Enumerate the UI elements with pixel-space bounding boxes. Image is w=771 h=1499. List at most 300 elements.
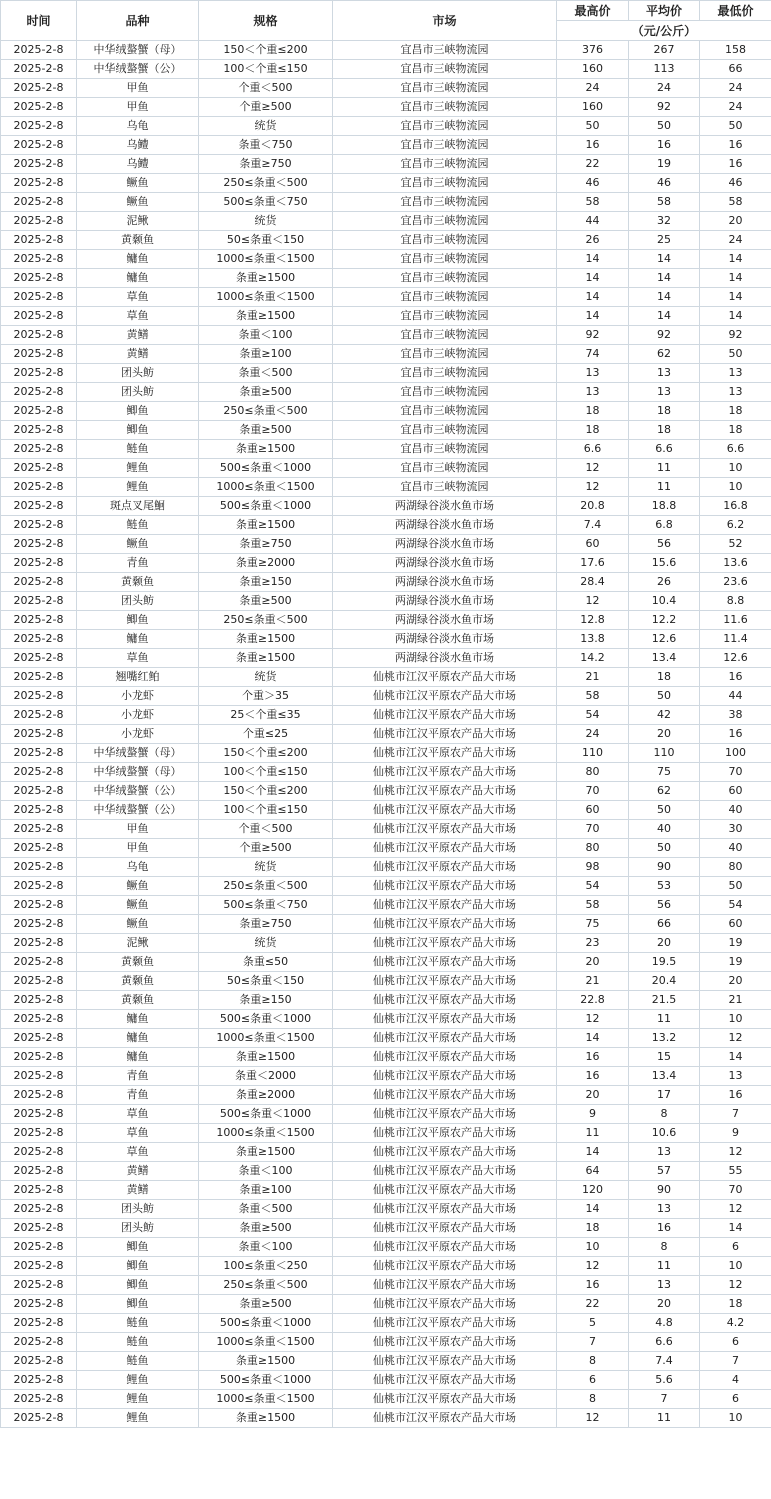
- cell-time: 2025-2-8: [1, 364, 77, 383]
- cell-market: 仙桃市江汉平原农产品大市场: [333, 706, 557, 725]
- cell-avg-price: 6.6: [629, 1333, 700, 1352]
- table-row: [1, 250, 771, 269]
- cell-max-price: 46: [557, 174, 629, 193]
- cell-min-price: 12: [700, 1029, 771, 1048]
- cell-spec: 500≤条重＜750: [199, 896, 333, 915]
- cell-time: 2025-2-8: [1, 706, 77, 725]
- cell-time: 2025-2-8: [1, 991, 77, 1010]
- cell-variety: 黄颡鱼: [77, 991, 199, 1010]
- cell-time: 2025-2-8: [1, 668, 77, 687]
- cell-time: 2025-2-8: [1, 1200, 77, 1219]
- table-row: [1, 1352, 771, 1371]
- cell-market: 宜昌市三峡物流园: [333, 231, 557, 250]
- table-row: [1, 1067, 771, 1086]
- cell-min-price: 8.8: [700, 592, 771, 611]
- cell-variety: 青鱼: [77, 1086, 199, 1105]
- cell-variety: 中华绒螯蟹（母）: [77, 744, 199, 763]
- table-row: [1, 744, 771, 763]
- cell-spec: 条重≥1500: [199, 440, 333, 459]
- cell-market: 宜昌市三峡物流园: [333, 459, 557, 478]
- cell-avg-price: 13.2: [629, 1029, 700, 1048]
- cell-min-price: 100: [700, 744, 771, 763]
- cell-variety: 甲鱼: [77, 79, 199, 98]
- cell-market: 仙桃市江汉平原农产品大市场: [333, 1333, 557, 1352]
- cell-spec: 条重≥100: [199, 1181, 333, 1200]
- cell-market: 宜昌市三峡物流园: [333, 326, 557, 345]
- cell-min-price: 58: [700, 193, 771, 212]
- cell-market: 仙桃市江汉平原农产品大市场: [333, 1390, 557, 1409]
- cell-avg-price: 56: [629, 535, 700, 554]
- cell-spec: 1000≤条重＜1500: [199, 288, 333, 307]
- cell-avg-price: 50: [629, 687, 700, 706]
- cell-market: 宜昌市三峡物流园: [333, 345, 557, 364]
- table-row: [1, 535, 771, 554]
- cell-min-price: 14: [700, 250, 771, 269]
- cell-spec: 个重≤25: [199, 725, 333, 744]
- cell-spec: 条重≥500: [199, 383, 333, 402]
- cell-avg-price: 90: [629, 858, 700, 877]
- cell-avg-price: 90: [629, 1181, 700, 1200]
- cell-time: 2025-2-8: [1, 573, 77, 592]
- cell-spec: 条重≥1500: [199, 516, 333, 535]
- cell-spec: 条重≥2000: [199, 554, 333, 573]
- cell-min-price: 70: [700, 1181, 771, 1200]
- cell-max-price: 6: [557, 1371, 629, 1390]
- cell-max-price: 58: [557, 687, 629, 706]
- cell-time: 2025-2-8: [1, 1067, 77, 1086]
- table-row: [1, 117, 771, 136]
- cell-avg-price: 267: [629, 41, 700, 60]
- cell-spec: 条重＜100: [199, 1162, 333, 1181]
- cell-variety: 甲鱼: [77, 98, 199, 117]
- cell-market: 仙桃市江汉平原农产品大市场: [333, 1352, 557, 1371]
- cell-spec: 条重≥750: [199, 155, 333, 174]
- cell-time: 2025-2-8: [1, 1257, 77, 1276]
- cell-time: 2025-2-8: [1, 250, 77, 269]
- cell-time: 2025-2-8: [1, 1390, 77, 1409]
- cell-variety: 团头鲂: [77, 383, 199, 402]
- cell-variety: 鳜鱼: [77, 535, 199, 554]
- cell-avg-price: 18: [629, 668, 700, 687]
- cell-spec: 250≤条重＜500: [199, 877, 333, 896]
- cell-spec: 条重≥2000: [199, 1086, 333, 1105]
- cell-max-price: 28.4: [557, 573, 629, 592]
- cell-time: 2025-2-8: [1, 1048, 77, 1067]
- cell-spec: 500≤条重＜1000: [199, 1010, 333, 1029]
- cell-spec: 250≤条重＜500: [199, 402, 333, 421]
- cell-min-price: 44: [700, 687, 771, 706]
- cell-market: 宜昌市三峡物流园: [333, 98, 557, 117]
- cell-spec: 50≤条重＜150: [199, 972, 333, 991]
- cell-variety: 鲫鱼: [77, 402, 199, 421]
- cell-time: 2025-2-8: [1, 193, 77, 212]
- cell-variety: 黄颡鱼: [77, 953, 199, 972]
- table-row: [1, 953, 771, 972]
- cell-avg-price: 10.6: [629, 1124, 700, 1143]
- cell-variety: 青鱼: [77, 1067, 199, 1086]
- cell-min-price: 14: [700, 288, 771, 307]
- cell-max-price: 12: [557, 1257, 629, 1276]
- cell-time: 2025-2-8: [1, 1010, 77, 1029]
- cell-avg-price: 13.4: [629, 649, 700, 668]
- cell-market: 仙桃市江汉平原农产品大市场: [333, 953, 557, 972]
- cell-min-price: 23.6: [700, 573, 771, 592]
- cell-min-price: 12.6: [700, 649, 771, 668]
- cell-max-price: 14: [557, 269, 629, 288]
- cell-avg-price: 7: [629, 1390, 700, 1409]
- cell-avg-price: 18: [629, 402, 700, 421]
- cell-avg-price: 10.4: [629, 592, 700, 611]
- cell-spec: 条重≤50: [199, 953, 333, 972]
- table-row: [1, 402, 771, 421]
- cell-spec: 统货: [199, 668, 333, 687]
- cell-time: 2025-2-8: [1, 459, 77, 478]
- cell-spec: 统货: [199, 117, 333, 136]
- table-row: [1, 326, 771, 345]
- cell-variety: 中华绒螯蟹（公）: [77, 801, 199, 820]
- cell-time: 2025-2-8: [1, 1352, 77, 1371]
- cell-max-price: 23: [557, 934, 629, 953]
- table-row: [1, 706, 771, 725]
- cell-max-price: 7: [557, 1333, 629, 1352]
- cell-spec: 个重＜500: [199, 79, 333, 98]
- cell-time: 2025-2-8: [1, 535, 77, 554]
- cell-min-price: 30: [700, 820, 771, 839]
- cell-variety: 黄鳝: [77, 345, 199, 364]
- cell-variety: 鲢鱼: [77, 440, 199, 459]
- table-row: [1, 1124, 771, 1143]
- cell-min-price: 50: [700, 877, 771, 896]
- cell-max-price: 13.8: [557, 630, 629, 649]
- cell-min-price: 11.6: [700, 611, 771, 630]
- cell-market: 仙桃市江汉平原农产品大市场: [333, 1143, 557, 1162]
- cell-avg-price: 26: [629, 573, 700, 592]
- cell-max-price: 13: [557, 364, 629, 383]
- cell-variety: 鲤鱼: [77, 1390, 199, 1409]
- cell-market: 仙桃市江汉平原农产品大市场: [333, 1124, 557, 1143]
- cell-market: 仙桃市江汉平原农产品大市场: [333, 668, 557, 687]
- cell-spec: 个重≥500: [199, 839, 333, 858]
- cell-variety: 鲫鱼: [77, 611, 199, 630]
- cell-time: 2025-2-8: [1, 326, 77, 345]
- cell-market: 宜昌市三峡物流园: [333, 402, 557, 421]
- cell-time: 2025-2-8: [1, 687, 77, 706]
- cell-time: 2025-2-8: [1, 877, 77, 896]
- cell-max-price: 50: [557, 117, 629, 136]
- cell-max-price: 14: [557, 1200, 629, 1219]
- cell-spec: 个重＜500: [199, 820, 333, 839]
- cell-min-price: 50: [700, 345, 771, 364]
- cell-time: 2025-2-8: [1, 1105, 77, 1124]
- cell-variety: 乌鳢: [77, 155, 199, 174]
- cell-spec: 条重≥500: [199, 1219, 333, 1238]
- cell-min-price: 19: [700, 953, 771, 972]
- table-row: [1, 630, 771, 649]
- cell-min-price: 20: [700, 972, 771, 991]
- cell-avg-price: 18: [629, 421, 700, 440]
- table-row: [1, 231, 771, 250]
- cell-market: 仙桃市江汉平原农产品大市场: [333, 972, 557, 991]
- cell-avg-price: 11: [629, 459, 700, 478]
- cell-time: 2025-2-8: [1, 554, 77, 573]
- table-row: [1, 155, 771, 174]
- cell-min-price: 16: [700, 668, 771, 687]
- table-row: [1, 1390, 771, 1409]
- cell-avg-price: 6.6: [629, 440, 700, 459]
- cell-avg-price: 50: [629, 839, 700, 858]
- header-min-price: 最低价: [700, 1, 771, 21]
- cell-avg-price: 16: [629, 136, 700, 155]
- cell-max-price: 98: [557, 858, 629, 877]
- cell-time: 2025-2-8: [1, 79, 77, 98]
- cell-market: 仙桃市江汉平原农产品大市场: [333, 1409, 557, 1428]
- table-row: [1, 364, 771, 383]
- header-spec: 规格: [199, 1, 333, 41]
- cell-min-price: 12: [700, 1143, 771, 1162]
- cell-time: 2025-2-8: [1, 801, 77, 820]
- cell-spec: 个重＞35: [199, 687, 333, 706]
- cell-spec: 1000≤条重＜1500: [199, 250, 333, 269]
- cell-spec: 250≤条重＜500: [199, 611, 333, 630]
- cell-market: 宜昌市三峡物流园: [333, 41, 557, 60]
- cell-market: 宜昌市三峡物流园: [333, 250, 557, 269]
- cell-market: 宜昌市三峡物流园: [333, 440, 557, 459]
- table-row: [1, 611, 771, 630]
- table-row: [1, 1409, 771, 1428]
- cell-time: 2025-2-8: [1, 1276, 77, 1295]
- cell-avg-price: 14: [629, 307, 700, 326]
- cell-time: 2025-2-8: [1, 1086, 77, 1105]
- cell-time: 2025-2-8: [1, 1295, 77, 1314]
- cell-min-price: 24: [700, 231, 771, 250]
- cell-max-price: 21: [557, 972, 629, 991]
- cell-variety: 泥鳅: [77, 934, 199, 953]
- cell-min-price: 4.2: [700, 1314, 771, 1333]
- cell-time: 2025-2-8: [1, 440, 77, 459]
- table-row: [1, 1200, 771, 1219]
- cell-market: 仙桃市江汉平原农产品大市场: [333, 896, 557, 915]
- cell-variety: 小龙虾: [77, 725, 199, 744]
- cell-max-price: 10: [557, 1238, 629, 1257]
- cell-time: 2025-2-8: [1, 1238, 77, 1257]
- cell-min-price: 10: [700, 1257, 771, 1276]
- table-row: [1, 60, 771, 79]
- table-row: [1, 782, 771, 801]
- cell-market: 宜昌市三峡物流园: [333, 60, 557, 79]
- cell-time: 2025-2-8: [1, 1029, 77, 1048]
- cell-time: 2025-2-8: [1, 1162, 77, 1181]
- cell-time: 2025-2-8: [1, 725, 77, 744]
- cell-avg-price: 50: [629, 117, 700, 136]
- table-row: [1, 934, 771, 953]
- cell-min-price: 6: [700, 1333, 771, 1352]
- cell-spec: 500≤条重＜1000: [199, 1371, 333, 1390]
- cell-max-price: 7.4: [557, 516, 629, 535]
- cell-avg-price: 5.6: [629, 1371, 700, 1390]
- cell-avg-price: 19.5: [629, 953, 700, 972]
- cell-market: 宜昌市三峡物流园: [333, 117, 557, 136]
- cell-max-price: 74: [557, 345, 629, 364]
- cell-min-price: 11.4: [700, 630, 771, 649]
- table-row: [1, 459, 771, 478]
- cell-min-price: 14: [700, 1219, 771, 1238]
- cell-variety: 鲢鱼: [77, 516, 199, 535]
- table-row: [1, 79, 771, 98]
- cell-max-price: 18: [557, 402, 629, 421]
- cell-avg-price: 21.5: [629, 991, 700, 1010]
- cell-max-price: 60: [557, 535, 629, 554]
- table-row: [1, 1105, 771, 1124]
- cell-min-price: 21: [700, 991, 771, 1010]
- cell-min-price: 16: [700, 725, 771, 744]
- cell-min-price: 55: [700, 1162, 771, 1181]
- table-row: [1, 516, 771, 535]
- cell-avg-price: 17: [629, 1086, 700, 1105]
- table-row: [1, 1219, 771, 1238]
- cell-market: 仙桃市江汉平原农产品大市场: [333, 1010, 557, 1029]
- cell-market: 仙桃市江汉平原农产品大市场: [333, 839, 557, 858]
- cell-min-price: 18: [700, 1295, 771, 1314]
- cell-time: 2025-2-8: [1, 117, 77, 136]
- cell-min-price: 10: [700, 459, 771, 478]
- cell-avg-price: 42: [629, 706, 700, 725]
- cell-avg-price: 14: [629, 269, 700, 288]
- cell-market: 两湖绿谷淡水鱼市场: [333, 611, 557, 630]
- cell-min-price: 60: [700, 782, 771, 801]
- cell-spec: 条重＜500: [199, 1200, 333, 1219]
- cell-avg-price: 4.8: [629, 1314, 700, 1333]
- table-row: [1, 668, 771, 687]
- cell-max-price: 12: [557, 1010, 629, 1029]
- cell-spec: 条重≥1500: [199, 269, 333, 288]
- cell-max-price: 160: [557, 98, 629, 117]
- table-row: [1, 687, 771, 706]
- cell-min-price: 66: [700, 60, 771, 79]
- cell-max-price: 160: [557, 60, 629, 79]
- cell-max-price: 16: [557, 1067, 629, 1086]
- cell-avg-price: 56: [629, 896, 700, 915]
- table-row: [1, 41, 771, 60]
- table-row: [1, 440, 771, 459]
- cell-max-price: 54: [557, 706, 629, 725]
- cell-max-price: 12: [557, 459, 629, 478]
- table-row: [1, 269, 771, 288]
- table-row: [1, 1010, 771, 1029]
- cell-time: 2025-2-8: [1, 516, 77, 535]
- cell-time: 2025-2-8: [1, 972, 77, 991]
- cell-spec: 500≤条重＜750: [199, 193, 333, 212]
- cell-market: 宜昌市三峡物流园: [333, 269, 557, 288]
- cell-avg-price: 92: [629, 98, 700, 117]
- cell-spec: 1000≤条重＜1500: [199, 1029, 333, 1048]
- cell-spec: 条重≥500: [199, 1295, 333, 1314]
- table-row: [1, 98, 771, 117]
- cell-variety: 中华绒螯蟹（公）: [77, 60, 199, 79]
- cell-min-price: 40: [700, 801, 771, 820]
- cell-market: 仙桃市江汉平原农产品大市场: [333, 1105, 557, 1124]
- cell-spec: 100＜个重≤150: [199, 60, 333, 79]
- cell-min-price: 10: [700, 1010, 771, 1029]
- cell-max-price: 14.2: [557, 649, 629, 668]
- cell-time: 2025-2-8: [1, 288, 77, 307]
- cell-market: 两湖绿谷淡水鱼市场: [333, 497, 557, 516]
- cell-avg-price: 19: [629, 155, 700, 174]
- table-body: [1, 41, 771, 1428]
- cell-variety: 鳜鱼: [77, 877, 199, 896]
- cell-max-price: 13: [557, 383, 629, 402]
- cell-avg-price: 13: [629, 364, 700, 383]
- cell-time: 2025-2-8: [1, 345, 77, 364]
- cell-time: 2025-2-8: [1, 1314, 77, 1333]
- cell-max-price: 12: [557, 478, 629, 497]
- cell-max-price: 14: [557, 250, 629, 269]
- cell-min-price: 16: [700, 155, 771, 174]
- table-row: [1, 1143, 771, 1162]
- table-row: [1, 1048, 771, 1067]
- cell-time: 2025-2-8: [1, 402, 77, 421]
- cell-avg-price: 113: [629, 60, 700, 79]
- cell-max-price: 12: [557, 1409, 629, 1428]
- cell-market: 仙桃市江汉平原农产品大市场: [333, 1295, 557, 1314]
- cell-time: 2025-2-8: [1, 497, 77, 516]
- cell-variety: 鲢鱼: [77, 1314, 199, 1333]
- cell-avg-price: 13: [629, 1276, 700, 1295]
- cell-time: 2025-2-8: [1, 231, 77, 250]
- cell-min-price: 38: [700, 706, 771, 725]
- cell-min-price: 6: [700, 1390, 771, 1409]
- cell-market: 两湖绿谷淡水鱼市场: [333, 516, 557, 535]
- cell-variety: 鲤鱼: [77, 1371, 199, 1390]
- cell-market: 宜昌市三峡物流园: [333, 155, 557, 174]
- cell-spec: 500≤条重＜1000: [199, 497, 333, 516]
- table-row: [1, 820, 771, 839]
- cell-variety: 鳜鱼: [77, 915, 199, 934]
- cell-max-price: 16: [557, 1276, 629, 1295]
- cell-spec: 条重≥1500: [199, 630, 333, 649]
- cell-max-price: 80: [557, 763, 629, 782]
- table-row: [1, 1162, 771, 1181]
- cell-market: 宜昌市三峡物流园: [333, 174, 557, 193]
- cell-spec: 1000≤条重＜1500: [199, 1390, 333, 1409]
- cell-spec: 500≤条重＜1000: [199, 1105, 333, 1124]
- cell-time: 2025-2-8: [1, 60, 77, 79]
- cell-spec: 条重≥150: [199, 573, 333, 592]
- cell-max-price: 110: [557, 744, 629, 763]
- cell-time: 2025-2-8: [1, 136, 77, 155]
- cell-max-price: 12.8: [557, 611, 629, 630]
- cell-market: 仙桃市江汉平原农产品大市场: [333, 934, 557, 953]
- table-row: [1, 421, 771, 440]
- cell-avg-price: 57: [629, 1162, 700, 1181]
- cell-min-price: 7: [700, 1352, 771, 1371]
- table-row: [1, 193, 771, 212]
- cell-market: 仙桃市江汉平原农产品大市场: [333, 1371, 557, 1390]
- cell-avg-price: 24: [629, 79, 700, 98]
- cell-market: 仙桃市江汉平原农产品大市场: [333, 1162, 557, 1181]
- cell-variety: 泥鳅: [77, 212, 199, 231]
- cell-spec: 条重≥1500: [199, 649, 333, 668]
- table-row: [1, 1181, 771, 1200]
- cell-spec: 条重≥150: [199, 991, 333, 1010]
- cell-variety: 鳙鱼: [77, 1010, 199, 1029]
- cell-avg-price: 12.6: [629, 630, 700, 649]
- cell-spec: 条重≥100: [199, 345, 333, 364]
- cell-max-price: 6.6: [557, 440, 629, 459]
- cell-market: 仙桃市江汉平原农产品大市场: [333, 725, 557, 744]
- cell-min-price: 12: [700, 1200, 771, 1219]
- cell-min-price: 158: [700, 41, 771, 60]
- header-time: 时间: [1, 1, 77, 41]
